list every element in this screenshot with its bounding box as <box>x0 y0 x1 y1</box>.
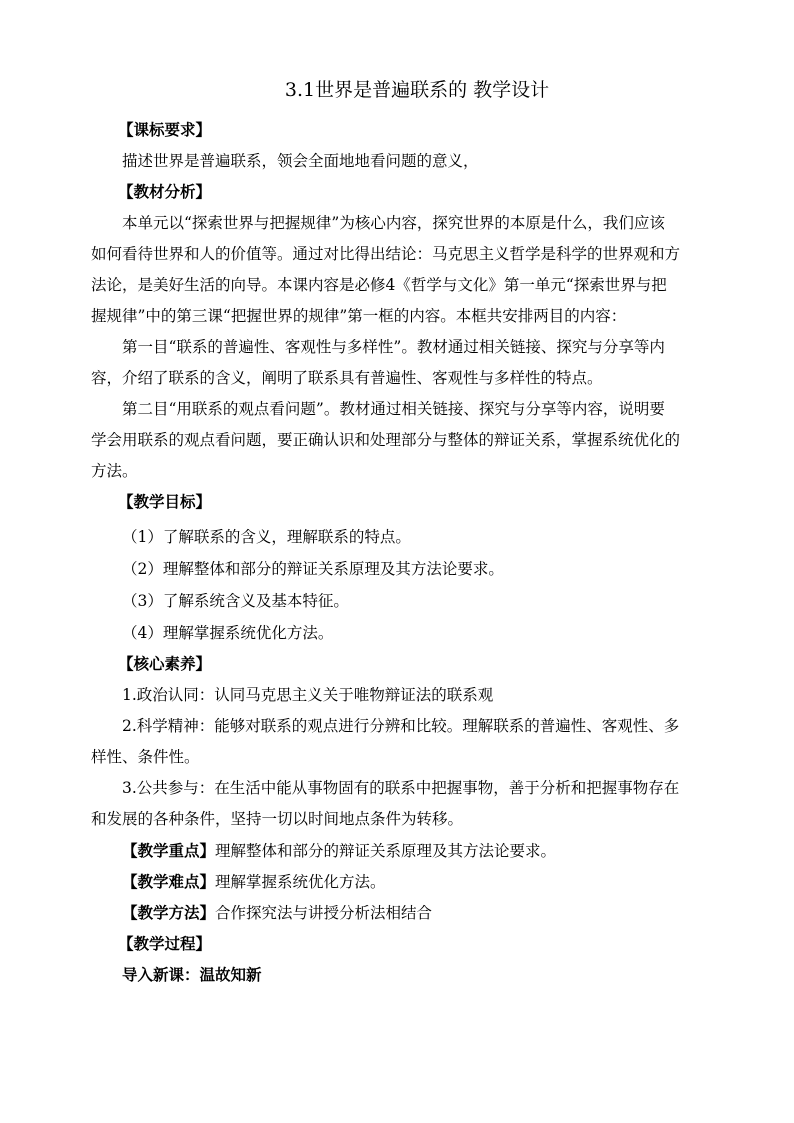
objective-2: （2）理解整体和部分的辩证关系原理及其方法论要求。 <box>122 560 504 578</box>
process-heading: 【教学过程】 <box>118 934 212 953</box>
material-p3-line1: 第二目“用联系的观点看问题”。教材通过相关链接、探究与分享等内容，说明要 <box>122 400 665 418</box>
literacy-2-line1: 2.科学精神：能够对联系的观点进行分辨和比较。理解联系的普遍性、客观性、多 <box>122 717 680 735</box>
key-points-text: 理解整体和部分的辩证关系原理及其方法论要求。 <box>215 842 557 860</box>
literacy-heading: 【核心素养】 <box>118 654 212 673</box>
material-p2-line1: 第一目“联系的普遍性、客观性与多样性”。教材通过相关链接、探究与分享等内 <box>122 338 665 356</box>
material-p3-line2: 学会用联系的观点看问题，要正确认识和处理部分与整体的辩证关系，掌握系统优化的 <box>91 431 681 449</box>
material-p1-line4: 握规律”中的第三课“把握世界的规律”第一框的内容。本框共安排两目的内容： <box>91 307 627 325</box>
objective-3: （3）了解系统含义及基本特征。 <box>122 592 349 610</box>
material-p1-line3: 法论，是美好生活的向导。本课内容是必修4《哲学与文化》第一单元“探索世界与把 <box>91 276 667 294</box>
teaching-method <box>122 903 703 923</box>
material-p1-line2: 如何看待世界和人的价值等。通过对比得出结论：马克思主义哲学是科学的世界观和方 <box>91 245 681 263</box>
curriculum-text: 描述世界是普遍联系，领会全面地地看问题的意义， <box>122 152 479 170</box>
method-label: 【教学方法】 <box>122 903 216 922</box>
material-p3-line3: 方法。 <box>91 462 138 480</box>
objective-4: （4）理解掌握系统优化方法。 <box>122 624 334 642</box>
difficulty-points <box>122 872 703 892</box>
difficulty-text: 理解掌握系统优化方法。 <box>215 873 386 891</box>
key-points-label: 【教学重点】 <box>122 841 216 860</box>
material-p1-line1: 本单元以“探索世界与把握规律”为核心内容，探究世界的本原是什么，我们应该 <box>122 214 665 232</box>
curriculum-heading: 【课标要求】 <box>118 120 212 139</box>
literacy-3-line2: 和发展的各种条件，坚持一切以时间地点条件为转移。 <box>91 810 464 828</box>
material-heading: 【教材分析】 <box>118 182 212 201</box>
method-text: 合作探究法与讲授分析法相结合 <box>215 904 433 922</box>
objective-1: （1）了解联系的含义，理解联系的特点。 <box>122 528 411 546</box>
difficulty-label: 【教学难点】 <box>122 872 216 891</box>
intro-heading: 导入新课：温故知新 <box>122 965 262 984</box>
literacy-3-line1: 3.公共参与：在生活中能从事物固有的联系中把握事物，善于分析和把握事物存在 <box>122 779 680 797</box>
document-title: 3.1世界是普遍联系的 教学设计 <box>284 79 550 101</box>
literacy-1: 1.政治认同：认同马克思主义关于唯物辩证法的联系观 <box>122 686 494 704</box>
literacy-2-line2: 样性、条件性。 <box>91 748 200 766</box>
objectives-heading: 【教学目标】 <box>118 492 212 511</box>
key-points <box>122 841 703 861</box>
material-p2-line2: 容，介绍了联系的含义，阐明了联系具有普遍性、客观性与多样性的特点。 <box>91 369 603 387</box>
